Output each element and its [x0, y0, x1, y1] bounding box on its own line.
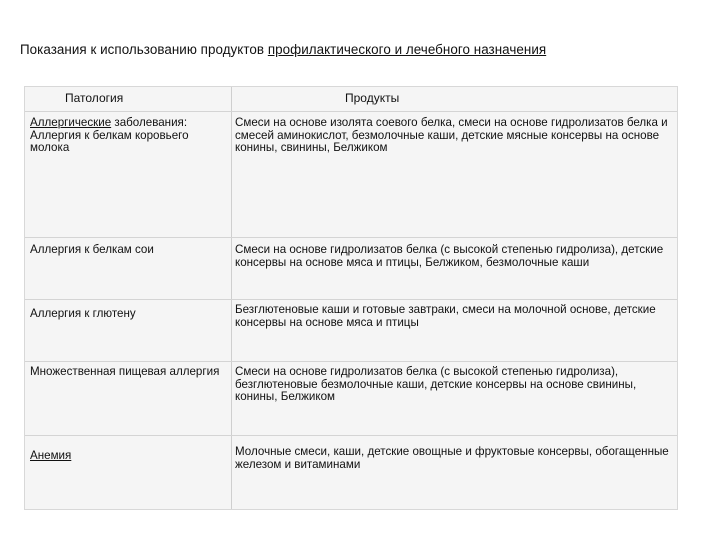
page-title: [20, 42, 710, 57]
table-row: [25, 361, 677, 436]
pathology-cell: Аллергия к глютену: [30, 307, 136, 320]
pathology-cell: [30, 117, 220, 155]
table-row: [25, 111, 677, 238]
pathology-cell: Аллергия к белкам сои: [30, 243, 154, 256]
products-cell: Молочные смеси, каши, детские овощные и фруктовые консервы, обогащенные железом и витаминами: [235, 445, 669, 471]
table-row: [25, 435, 677, 510]
products-cell: Смеси на основе изолята соевого белка, смеси на основе гидролизатов белка и смесей аминокислот, безмолочные каши, детские мясные консервы на основе конины, свинины, Белжиком: [235, 116, 668, 155]
table-row: [25, 237, 677, 300]
header-products: Продукты: [345, 91, 400, 105]
pathology-cell: [30, 450, 220, 463]
pathology-underlined-text: Анемия: [30, 449, 72, 462]
indications-table: [24, 86, 678, 510]
table-header-row: [25, 87, 677, 111]
products-cell: Смеси на основе гидролизатов белка (с высокой степенью гидролиза), безглютеновые безмолочные каши, детские консервы на основе свинины, конины, Белжиком: [235, 365, 637, 404]
pathology-text: заболевания: Аллергия к белкам коровьего молока: [30, 116, 189, 155]
pathology-underlined-text: Аллергические: [30, 116, 112, 129]
title-underlined: профилактического и лечебного назначения: [267, 42, 547, 57]
products-cell: Безглютеновые каши и готовые завтраки, смеси на молочной основе, детские консервы на основе мяса и птицы: [235, 303, 656, 329]
table-row: [25, 299, 677, 362]
title-prefix: Показания к использованию продуктов: [20, 42, 268, 57]
products-cell: Смеси на основе гидролизатов белка (с высокой степенью гидролиза), детские консервы на основе мяса и птицы, Белжиком, безмолочные каши: [235, 243, 664, 269]
pathology-cell: Множественная пищевая аллергия: [30, 365, 220, 378]
header-pathology: Патология: [65, 91, 124, 105]
